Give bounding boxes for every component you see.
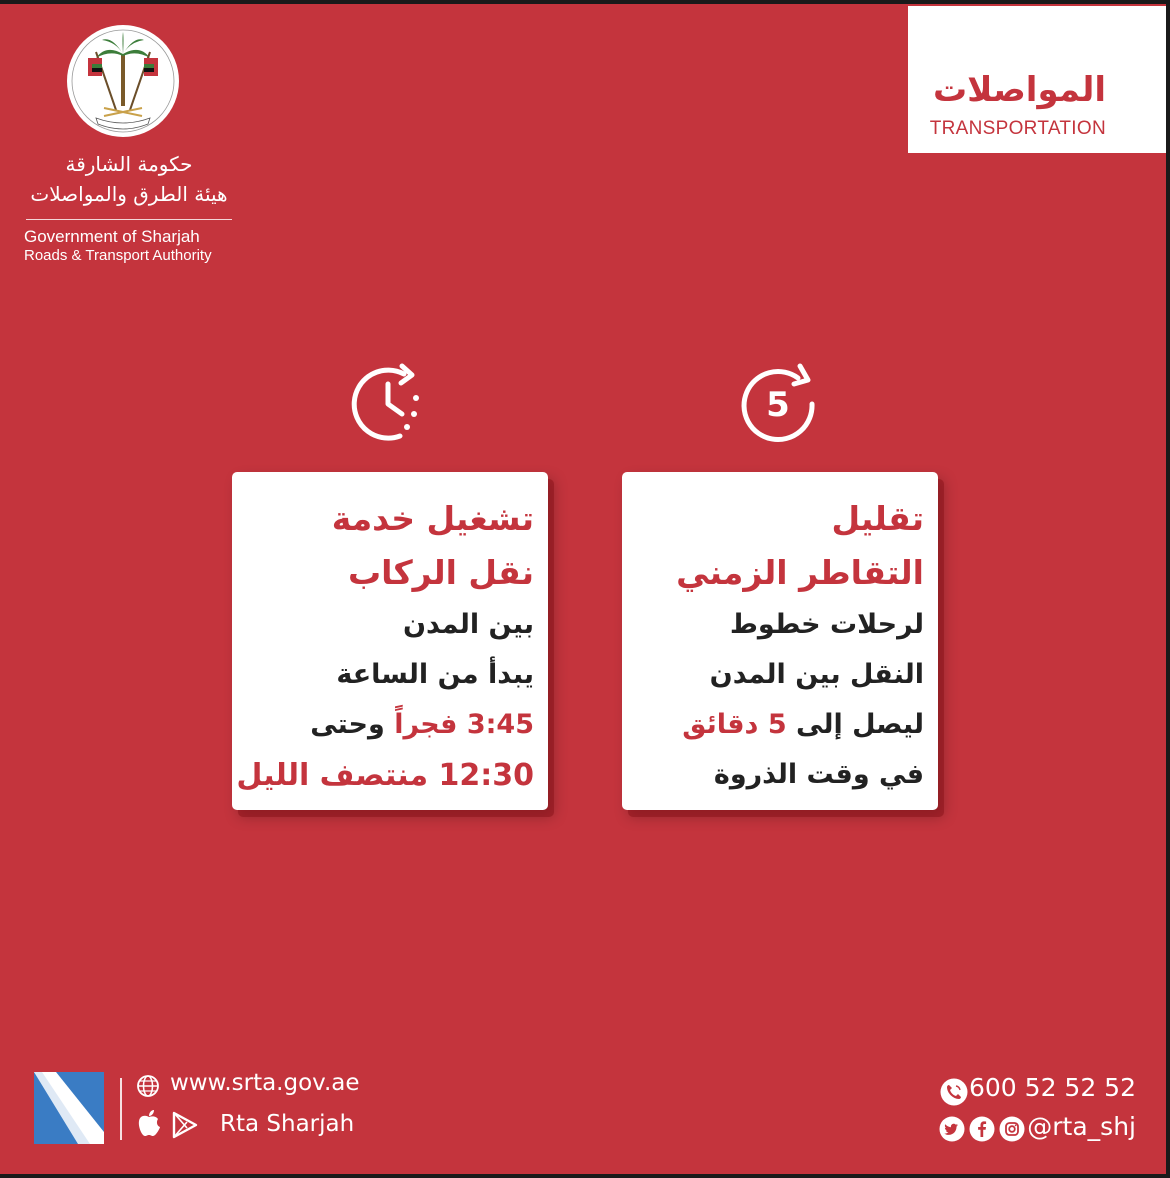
- facebook-icon[interactable]: [969, 1116, 995, 1142]
- twitter-icon[interactable]: [939, 1116, 965, 1142]
- social-handle[interactable]: @rta_shj: [1027, 1112, 1136, 1141]
- card-right-body-line6: في وقت الذروة: [713, 759, 924, 790]
- frame-top: [0, 0, 1170, 4]
- card-right-title-line2: التقاطر الزمني: [676, 553, 924, 592]
- card-right-body-line3: لرحلات خطوط: [729, 609, 924, 640]
- until-label: وحتى: [310, 709, 385, 740]
- card-left-title-line2: نقل الركاب: [347, 553, 534, 592]
- category-arabic: المواصلات: [932, 70, 1106, 110]
- five-minutes-label: 5 دقائق: [682, 709, 787, 740]
- app-name: Rta Sharjah: [220, 1111, 355, 1137]
- website-link[interactable]: www.srta.gov.ae: [170, 1070, 360, 1096]
- authority-english-government: Government of Sharjah: [24, 227, 200, 246]
- end-time: 12:30: [438, 758, 534, 793]
- phone-icon[interactable]: [939, 1077, 969, 1107]
- sharjah-emblem-icon: [66, 24, 180, 138]
- category-badge: [908, 6, 1166, 153]
- reduced-interval-card: [622, 472, 938, 810]
- footer-divider: [120, 1078, 122, 1140]
- dawn-label: فجراً: [394, 709, 458, 740]
- clock-icon: [346, 362, 434, 444]
- google-play-icon[interactable]: [170, 1110, 200, 1140]
- authority-english-rta: Roads & Transport Authority: [24, 247, 212, 264]
- card-right-interval-line: [636, 700, 924, 750]
- start-time: 3:45: [466, 709, 534, 740]
- instagram-icon[interactable]: [999, 1116, 1025, 1142]
- card-right-title-line1: تقليل: [831, 499, 924, 538]
- card-left-title-line1: تشغيل خدمة: [331, 499, 534, 538]
- card-left-end-time-line: [236, 750, 534, 802]
- apple-store-icon[interactable]: [136, 1108, 162, 1138]
- authority-arabic-government: حكومة الشارقة: [65, 152, 193, 176]
- card-left-body-line3: بين المدن: [403, 609, 534, 640]
- operating-hours-card: [232, 472, 548, 810]
- frame-bottom: [0, 1174, 1170, 1178]
- frame-right: [1166, 0, 1170, 1178]
- social-icons: [939, 1116, 1025, 1142]
- authority-divider: [26, 219, 232, 220]
- card-right-body-line4: النقل بين المدن: [709, 659, 924, 690]
- card-left-start-time-line: [246, 700, 534, 750]
- reach-label: ليصل إلى: [796, 709, 924, 740]
- five-minutes-icon: [736, 362, 824, 444]
- globe-icon: [136, 1074, 160, 1098]
- category-english: TRANSPORTATION: [929, 118, 1106, 139]
- phone-number[interactable]: 600 52 52 52: [969, 1073, 1136, 1102]
- authority-arabic-rta: هيئة الطرق والمواصلات: [30, 182, 228, 206]
- card-left-body-line4: يبدأ من الساعة: [336, 659, 534, 690]
- five-minutes-number: 5: [766, 385, 790, 425]
- rta-logo-icon: [34, 1072, 104, 1144]
- midnight-label: منتصف الليل: [236, 758, 429, 793]
